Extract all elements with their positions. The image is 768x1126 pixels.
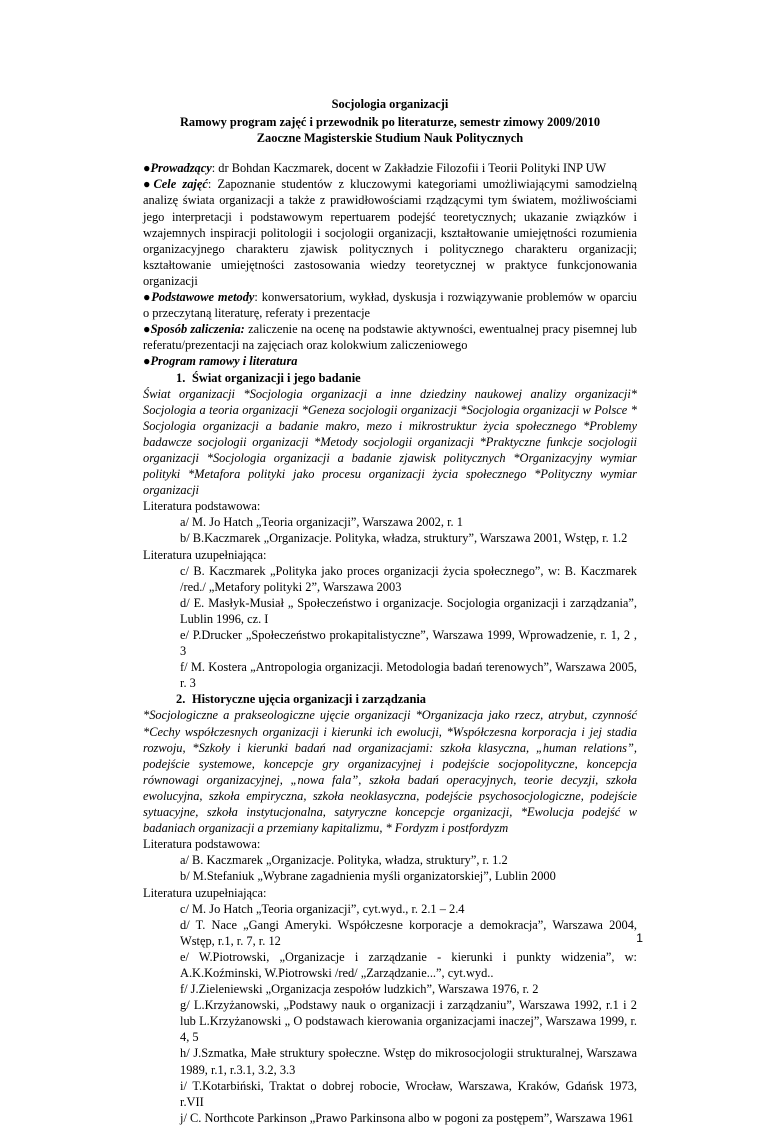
section-1-extra-item-c: c/ B. Kaczmarek „Polityka jako proces organizacji życia społecznego”, w: B. Kaczmarek /red./ „Metafory polityki 2”, Warszawa 2003 <box>180 563 637 594</box>
section-1-basic-item-a: a/ M. Jo Hatch „Teoria organizacji”, Warszawa 2002, r. 1 <box>180 515 463 530</box>
grading-label: ●Sposób zaliczenia: <box>143 322 245 337</box>
section-2-extra-item-f: f/ J.Zieleniewski „Organizacja zespołów ludzkich”, Warszawa 1976, r. 2 <box>180 982 539 997</box>
section-2-basic-item-a: a/ B. Kaczmarek „Organizacje. Polityka, władza, struktury”, r. 1.2 <box>180 853 508 868</box>
section-1-topics: Świat organizacji *Socjologia organizacji a inne dziedziny naukowej analizy organizacji* Socjologia a teoria organizacji *Geneza socjologii organizacji *Socjologia organizacji w Polsce * Socjologia organizacji a badanie makro, mezo i mikrostruktur życia społecznego *Problemy badawcze socjologii organizacji *Metody socjologii organizacji *Praktyczne funkcje socjologii organizacji *Socjologia organizacji a badanie zjawisk politycznych *Organizacyjny wymiar polityki *Metafora polityki jako procesu organizacji życia społecznego *Polityczny wymiar organizacji <box>143 386 637 498</box>
section-2-basic-item-b: b/ M.Stefaniuk „Wybrane zagadnienia myśli organizatorskiej”, Lublin 2000 <box>180 869 556 884</box>
section-1-basic-item-b: b/ B.Kaczmarek „Organizacje. Polityka, władza, struktury”, Warszawa 2001, Wstęp, r. 1.2 <box>180 531 628 546</box>
page-number: 1 <box>636 931 643 945</box>
section-2-extra-item-d: d/ T. Nace „Gangi Ameryki. Współczesne korporacje a demokracja”, Warszawa 2004, Wstęp, r.1, r. 7, r. 12 <box>180 917 637 948</box>
goals-text: : Zapoznanie studentów z kluczowymi kategoriami umożliwiającymi samodzielną analizę świata organizacji a także z prawidłowościami rządzącymi tym światem, możliwościami jego interpretacji i podstawowym repertuarem podejść teoretycznych; ukazanie związków i wzajemnych inspiracji politologii i socjologii organizacji, kształtowanie umiejętności rozumienia organizacyjnego charakteru zjawisk politycznych i politycznego charakteru organizacji; kształtowanie umiejętności zastosowania wiedzy teoretycznej w praktyce funkcjonowania organizacji <box>143 177 638 288</box>
instructor-text: : dr Bohdan Kaczmarek, docent w Zakładzie Filozofii i Teorii Polityki INP UW <box>211 161 607 176</box>
section-2-extra-item-e: e/ W.Piotrowski, „Organizacje i zarządzanie - kierunki i punkty widzenia”, w: A.K.Koźminski, W.Piotrowski /red/ „Zarządzanie...”, cyt.wyd.. <box>180 949 637 980</box>
program-paragraph <box>143 353 637 369</box>
program-name: Zaoczne Magisterskie Studium Nauk Politycznych <box>256 131 524 146</box>
section-1-extra-item-f: f/ M. Kostera „Antropologia organizacji. Metodologia badań terenowych”, Warszawa 2005, r. 3 <box>180 660 637 691</box>
section-1-basic-label: Literatura podstawowa: <box>143 499 261 514</box>
section-2-basic-label: Literatura podstawowa: <box>143 837 261 852</box>
section-1-heading <box>176 370 637 386</box>
document-subtitle: Ramowy program zajęć i przewodnik po literaturze, semestr zimowy 2009/2010 <box>179 115 601 130</box>
section-2-extra-item-h: h/ J.Szmatka, Małe struktury społeczne. Wstęp do mikrosocjologii strukturalnej, Warszawa 1989, r.1, r.3.1, 3.2, 3.3 <box>180 1046 637 1077</box>
section-1-number: 1. <box>176 370 186 385</box>
section-2-extra-item-g: g/ L.Krzyżanowski, „Podstawy nauk o organizacji i zarządzaniu”, Warszawa 1992, r.1 i 2 lub L.Krzyżanowski „ O podstawach kierowania organizacjami inaczej”, Warszawa 1999, r. 4, 5 <box>180 998 637 1045</box>
methods-label: ●Podstawowe metody <box>143 290 255 305</box>
section-1-title: Świat organizacji i jego badanie <box>192 370 361 385</box>
grading-text: zaliczenie na ocenę na podstawie aktywności, ewentualnej pracy pisemnej lub referatu/prezentacji na zajęciach oraz kolokwium zaliczeniowego <box>143 322 637 353</box>
program-label: ●Program ramowy i literatura <box>143 354 298 369</box>
spacer <box>143 146 637 160</box>
section-1-extra-item-d: d/ E. Masłyk-Musiał „ Społeczeństwo i organizacje. Socjologia organizacji i zarządzania”, Lublin 1996, cz. I <box>180 595 637 626</box>
section-2-extra-label: Literatura uzupełniająca: <box>143 885 267 900</box>
section-2-extra-item-i: i/ T.Kotarbiński, Traktat o dobrej robocie, Wrocław, Warszawa, Kraków, Gdańsk 1973, r.VII <box>180 1078 637 1109</box>
instructor-label: ●Prowadzący <box>143 161 212 176</box>
section-1-extra-label: Literatura uzupełniająca: <box>143 547 267 562</box>
grading-paragraph <box>143 321 637 353</box>
section-2-number: 2. <box>176 692 186 707</box>
instructor-paragraph <box>143 160 637 176</box>
section-2-title: Historyczne ujęcia organizacji i zarządzania <box>192 692 426 707</box>
section-2-heading <box>176 691 637 707</box>
section-2-topics: *Socjologiczne a prakseologiczne ujęcie organizacji *Organizacja jako rzecz, atrybut, czynność *Cechy współczesnych organizacji i kierunki ich ewolucji, *Współczesna korporacja i jej stadia rozwoju, *Szkoły i kierunki badań nad organizacjami: szkoła klasyczna, „human relations”, podejście systemowe, koncepcje gry organizacyjnej i podejście socjopolityczne, koncepcja równowagi organizacyjnej, „nowa fala”, szkoła badań operacyjnych, teorie decyzji, szkoła ewolucyjna, szkoła empiryczna, szkoła neoklasyczna, podejście psychosocjologiczne, podejście sytuacyjne, szkoła instytucjonalna, satyryczne koncepcje organizacji, *Ewolucja podejść w badaniach organizacji a przemiany kapitalizmu, * Fordyzm i postfordyzm <box>143 708 637 836</box>
section-2-extra-item-j: j/ C. Northcote Parkinson „Prawo Parkinsona albo w pogoni za postępem”, Warszawa 1961 <box>180 1110 634 1125</box>
methods-text: : konwersatorium, wykład, dyskusja i rozwiązywanie problemów w oparciu o przeczytaną literaturę, referaty i prezentacje <box>143 290 637 321</box>
document-title: Socjologia organizacji <box>331 97 449 111</box>
document-body <box>143 96 637 1126</box>
goals-label: ●Cele zajęć <box>143 177 208 192</box>
goals-paragraph <box>143 176 637 289</box>
section-1-extra-item-e: e/ P.Drucker „Społeczeństwo prokapitalistyczne”, Warszawa 1999, Wprowadzenie, r. 1, 2 , 3 <box>180 628 637 659</box>
methods-paragraph <box>143 289 637 321</box>
section-2-extra-item-c: c/ M. Jo Hatch „Teoria organizacji”, cyt.wyd., r. 2.1 – 2.4 <box>180 901 465 916</box>
